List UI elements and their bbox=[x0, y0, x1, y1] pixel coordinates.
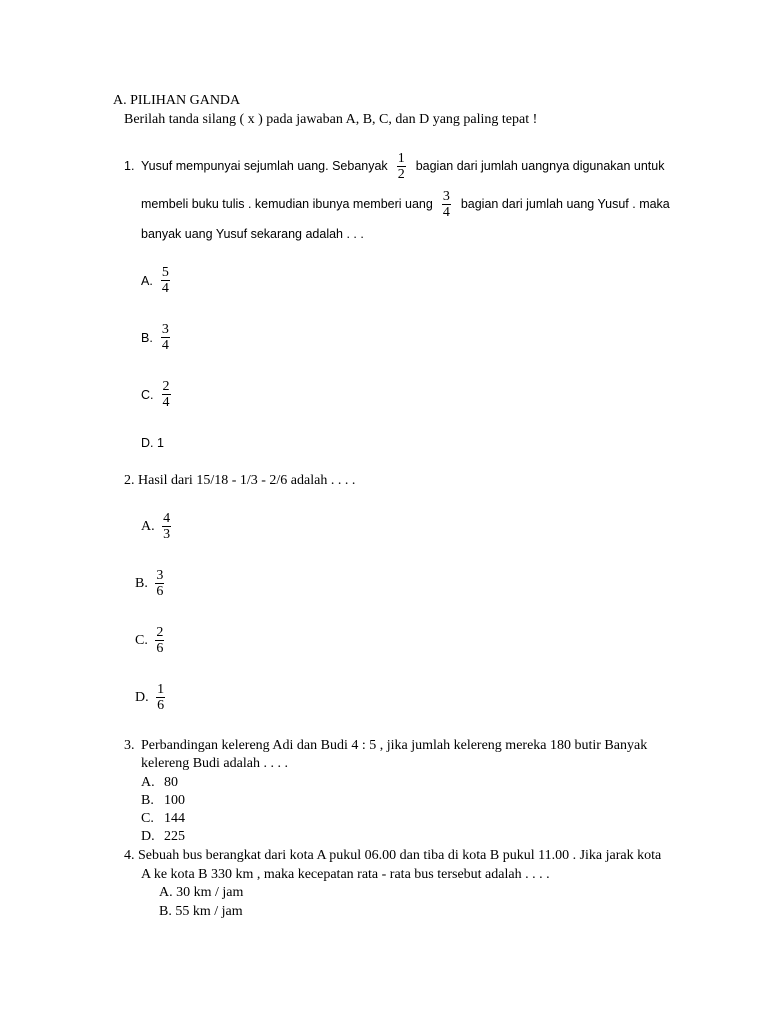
question-1-number: 1. bbox=[124, 159, 135, 173]
fraction-numerator: 2 bbox=[156, 625, 164, 640]
option-label: C. bbox=[141, 811, 154, 826]
option-label: C. bbox=[135, 632, 148, 648]
option-fraction bbox=[161, 322, 170, 353]
fraction-denominator: 6 bbox=[157, 698, 165, 713]
fraction-numerator: 5 bbox=[161, 265, 169, 280]
question-4-option-b[interactable] bbox=[159, 904, 243, 920]
option-fraction bbox=[161, 265, 170, 296]
fraction-numerator: 3 bbox=[156, 568, 164, 583]
fraction-denominator: 6 bbox=[156, 584, 164, 599]
question-1-option-c[interactable] bbox=[141, 379, 175, 410]
option-fraction bbox=[155, 568, 164, 599]
fraction-denominator: 4 bbox=[162, 395, 170, 410]
option-text: 144 bbox=[164, 811, 185, 826]
question-2-option-d[interactable] bbox=[135, 682, 169, 713]
question-4-line-1: 4. Sebuah bus berangkat dari kota A pukul 06.00 dan tiba di kota B pukul 11.00 . Jika jarak kota bbox=[124, 848, 662, 863]
question-3-line-2: kelereng Budi adalah . . . . bbox=[141, 756, 288, 771]
question-1-text-b: bagian dari jumlah uangnya digunakan untuk bbox=[415, 159, 665, 173]
question-3-option-b[interactable] bbox=[141, 793, 185, 809]
question-1-option-a[interactable] bbox=[141, 265, 174, 296]
option-label: D. bbox=[141, 829, 155, 844]
option-label: A. bbox=[141, 518, 155, 534]
question-4-line-2: A ke kota B 330 km , maka kecepatan rata - rata bus tersebut adalah . . . . bbox=[141, 867, 550, 882]
option-text: 225 bbox=[164, 829, 185, 844]
option-label: A. bbox=[141, 273, 153, 288]
option-label: B. bbox=[141, 330, 153, 345]
option-text: 100 bbox=[164, 793, 185, 808]
option-text: 1 bbox=[156, 436, 164, 450]
question-3-option-a[interactable] bbox=[141, 775, 178, 791]
fraction-numerator: 3 bbox=[161, 322, 169, 337]
section-title: A. PILIHAN GANDA bbox=[113, 93, 241, 108]
fraction-numerator: 4 bbox=[163, 511, 171, 526]
question-3-number: 3. bbox=[124, 738, 135, 753]
question-2-option-b[interactable] bbox=[135, 568, 168, 599]
fraction-numerator: 3 bbox=[442, 188, 450, 204]
fraction-denominator: 4 bbox=[442, 204, 450, 220]
option-text: 30 km / jam bbox=[176, 885, 244, 900]
question-3-option-c[interactable] bbox=[141, 811, 185, 827]
option-text: 80 bbox=[164, 775, 178, 790]
fraction-denominator: 6 bbox=[156, 641, 164, 656]
option-label: A. bbox=[141, 775, 155, 790]
fraction-three-quarters bbox=[442, 189, 451, 220]
option-label: B. bbox=[135, 575, 148, 591]
option-label: B. bbox=[159, 904, 172, 919]
question-2-text: 2. Hasil dari 15/18 - 1/3 - 2/6 adalah . . . . bbox=[124, 473, 356, 488]
fraction-denominator: 4 bbox=[161, 281, 169, 296]
question-4-option-a[interactable] bbox=[159, 885, 243, 901]
question-1-line-1 bbox=[141, 148, 665, 184]
fraction-numerator: 1 bbox=[397, 150, 405, 166]
question-3-option-d[interactable] bbox=[141, 829, 185, 845]
question-3-line-1: Perbandingan kelereng Adi dan Budi 4 : 5 , jika jumlah kelereng mereka 180 butir Banyak bbox=[141, 738, 648, 753]
option-label: D. bbox=[141, 436, 154, 450]
fraction-denominator: 2 bbox=[397, 166, 405, 182]
option-label: C. bbox=[141, 387, 154, 402]
fraction-denominator: 4 bbox=[161, 338, 169, 353]
fraction-denominator: 3 bbox=[163, 527, 171, 542]
question-1-line-3: banyak uang Yusuf sekarang adalah . . . bbox=[141, 227, 364, 241]
question-2-option-a[interactable] bbox=[141, 511, 175, 542]
option-fraction bbox=[162, 379, 171, 410]
question-1-text-a: Yusuf mempunyai sejumlah uang. Sebanyak bbox=[141, 159, 388, 173]
instruction-text: Berilah tanda silang ( x ) pada jawaban A, B, C, dan D yang paling tepat ! bbox=[124, 112, 538, 127]
question-1-option-d[interactable] bbox=[141, 436, 164, 450]
question-1-option-b[interactable] bbox=[141, 322, 174, 353]
option-fraction bbox=[155, 625, 164, 656]
question-1-text-d: bagian dari jumlah uang Yusuf . maka bbox=[460, 197, 670, 211]
option-label: B. bbox=[141, 793, 154, 808]
option-fraction bbox=[162, 511, 171, 542]
option-fraction bbox=[156, 682, 165, 713]
question-1-line-2 bbox=[141, 186, 670, 222]
option-text: 55 km / jam bbox=[175, 904, 243, 919]
option-label: D. bbox=[135, 689, 149, 705]
question-2-option-c[interactable] bbox=[135, 625, 168, 656]
fraction-one-half bbox=[397, 151, 406, 182]
question-1-text-c: membeli buku tulis . kemudian ibunya memberi uang bbox=[141, 197, 433, 211]
fraction-numerator: 1 bbox=[157, 682, 165, 697]
option-label: A. bbox=[159, 885, 173, 900]
fraction-numerator: 2 bbox=[162, 379, 170, 394]
